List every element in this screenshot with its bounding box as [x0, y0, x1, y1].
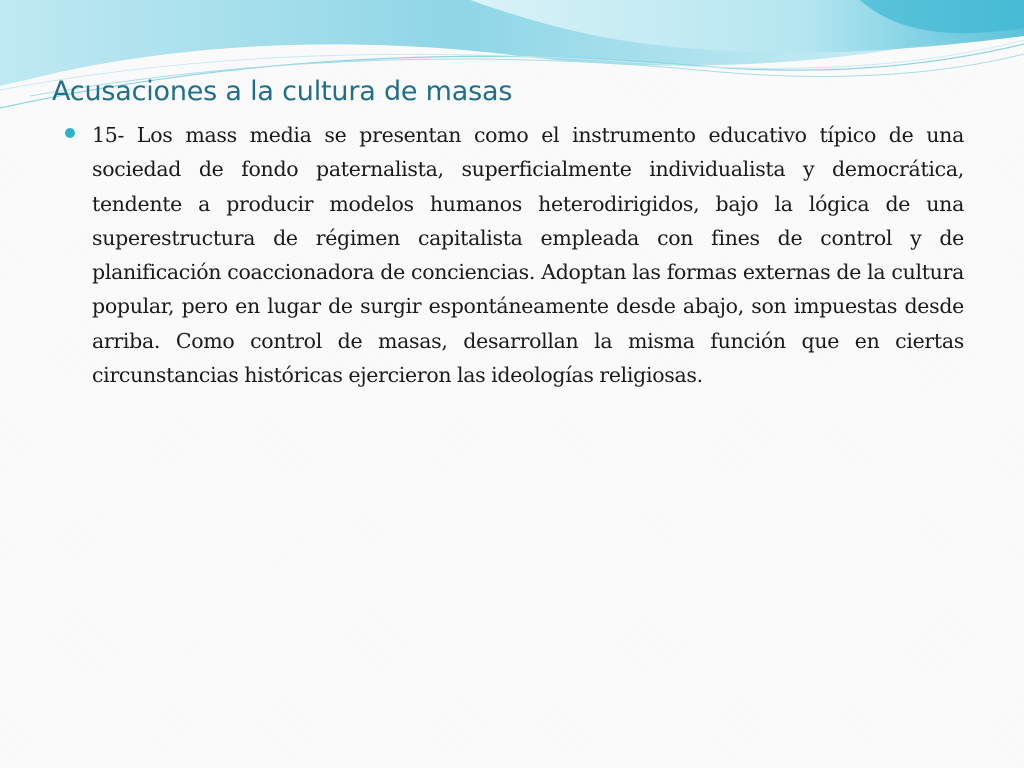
slide-title: Acusaciones a la cultura de masas — [52, 76, 513, 107]
content-area — [60, 118, 964, 392]
bullet-dot-icon — [65, 128, 75, 138]
bullet-text: 15- Los mass media se presentan como el instrumento educativo típico de una sociedad de fondo paternalista, superficialmente individualista y democrática, tendente a producir modelos humanos heterodirigidos, bajo la lógica de una superestructura de régimen capitalista empleada con fines de control y de planificación coaccionadora de conciencias. Adoptan las formas externas de la cultura popular, pero en lugar de surgir espontáneamente desde abajo, son impuestas desde arriba. Como control de masas, desarrollan la misma función que en ciertas circunstancias históricas ejercieron las ideologías religiosas. — [92, 123, 964, 388]
bullet-item — [60, 118, 964, 392]
